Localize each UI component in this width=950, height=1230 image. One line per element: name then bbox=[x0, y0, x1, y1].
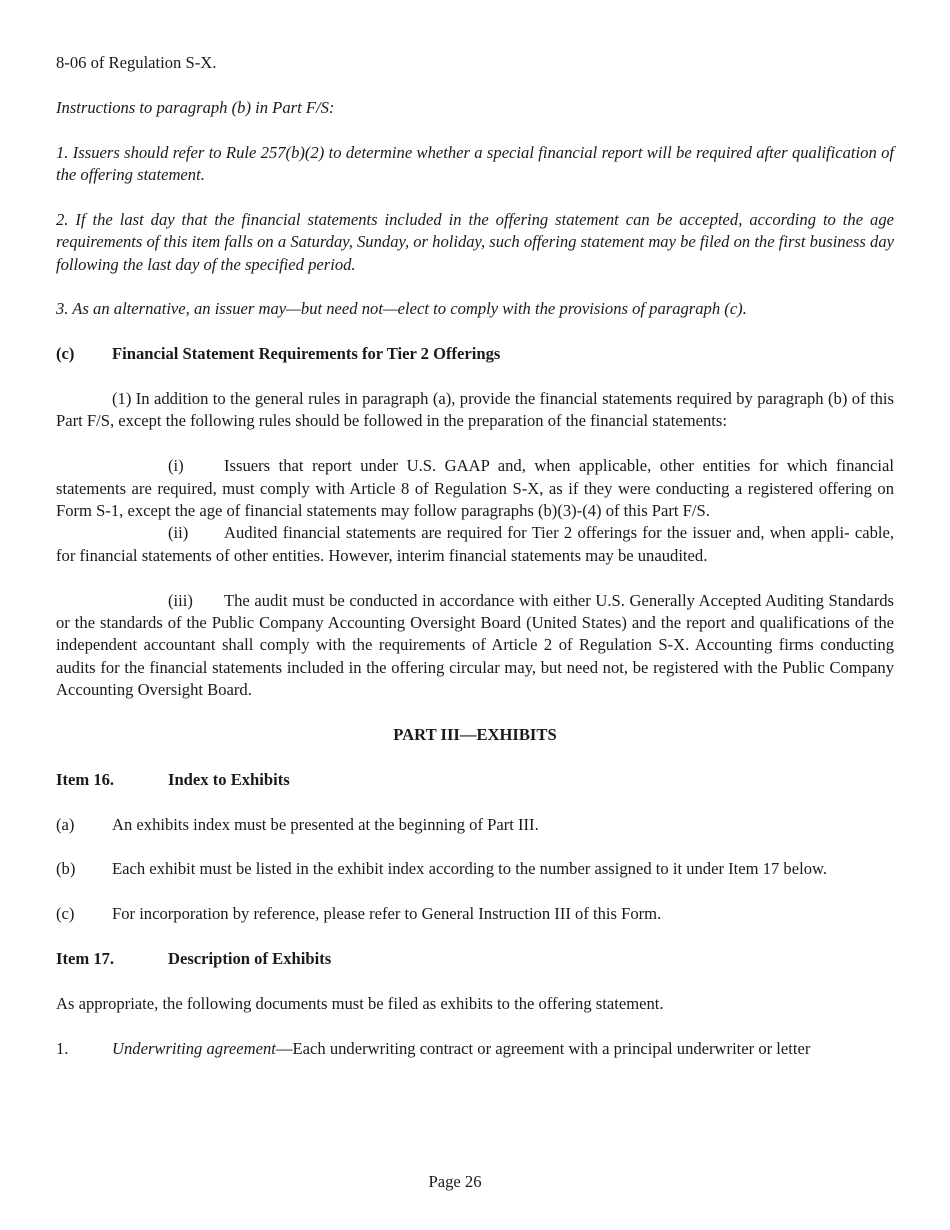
item-17-title: Description of Exhibits bbox=[168, 949, 332, 969]
subparagraph-ii-text: Audited financial statements are required for Tier 2 offerings for the issuer and, when appli- cable, for financial statements of other entities. However, interim financial statements may be unaudited. bbox=[56, 523, 894, 565]
item-16-b-text: Each exhibit must be listed in the exhibit index according to the number assigned to it under Item 17 below. bbox=[112, 859, 828, 879]
page-number: Page 26 bbox=[428, 1172, 482, 1191]
subparagraph-iii-label: (iii) bbox=[168, 590, 193, 610]
item-16-b bbox=[56, 858, 894, 880]
section-c-label: (c) bbox=[56, 344, 75, 364]
item-16-a bbox=[56, 814, 894, 836]
exhibit-1-term: Underwriting agreement bbox=[112, 1038, 276, 1058]
item-16-label: Item 16. bbox=[56, 769, 115, 789]
item-16-c-label: (c) bbox=[56, 904, 75, 924]
part-iii-heading: PART III—EXHIBITS bbox=[393, 725, 557, 745]
instruction-2: 2. If the last day that the financial statements included in the offering statement can be accepted, according to the age requirements of this item falls on a Saturday, Sunday, or holiday, such offering statement may be filed on the first business day following the last day of the specified period. bbox=[56, 209, 894, 274]
subparagraph-ii bbox=[56, 522, 894, 567]
exhibit-1-label: 1. bbox=[56, 1038, 69, 1058]
item-16-b-label: (b) bbox=[56, 859, 76, 879]
subparagraph-ii-label: (ii) bbox=[168, 523, 189, 543]
item-16-c-text: For incorporation by reference, please refer to General Instruction III of this Form. bbox=[112, 904, 662, 924]
item-16-a-label: (a) bbox=[56, 814, 75, 834]
item-16-c bbox=[56, 903, 894, 925]
item-16-a-text: An exhibits index must be presented at the beginning of Part III. bbox=[112, 814, 539, 834]
subparagraph-iii-text: The audit must be conducted in accordance with either U.S. Generally Accepted Auditing Standards or the standards of the Public Company Accounting Oversight Board (United States) and the report and qualifications of the independent accountant shall comply with the requirements of Article 2 of Regulation S-X. Accounting firms conducting audits for the financial statements included in the offering circular may, but need not, be registered with the Public Company Accounting Oversight Board. bbox=[56, 590, 894, 700]
subparagraph-i bbox=[56, 455, 894, 522]
instruction-3: 3. As an alternative, an issuer may—but need not—elect to comply with the provisions of paragraph (c). bbox=[56, 299, 747, 319]
item-16-heading bbox=[56, 769, 894, 791]
item-17-label: Item 17. bbox=[56, 949, 115, 969]
intro-line: 8-06 of Regulation S-X. bbox=[56, 53, 217, 72]
subparagraph-iii bbox=[56, 590, 894, 702]
exhibit-1 bbox=[56, 1038, 894, 1060]
exhibit-1-text: —Each underwriting contract or agreement with a principal underwriter or letter bbox=[275, 1038, 811, 1058]
section-c-title: Financial Statement Requirements for Tier 2 Offerings bbox=[112, 344, 501, 364]
section-c-paragraph-1: (1) In addition to the general rules in paragraph (a), provide the financial statements required by paragraph (b) of this Part F/S, except the following rules should be followed in the preparation of the financial statements: bbox=[56, 389, 894, 431]
item-17-intro: As appropriate, the following documents must be filed as exhibits to the offering statement. bbox=[56, 993, 664, 1013]
subparagraph-i-text: Issuers that report under U.S. GAAP and, when applicable, other entities for which financial statements are required, must comply with Article 8 of Regulation S-X, as if they were conducting a registered offering on Form S-1, except the age of financial statements may follow paragraphs (b)(3)-(4) of this Part F/S. bbox=[56, 456, 894, 521]
item-17-heading bbox=[56, 948, 894, 970]
section-c-heading bbox=[56, 343, 894, 365]
instruction-1: 1. Issuers should refer to Rule 257(b)(2) to determine whether a special financial report will be required after qualification of the offering statement. bbox=[56, 142, 894, 184]
instructions-heading: Instructions to paragraph (b) in Part F/S: bbox=[56, 97, 335, 117]
subparagraph-i-label: (i) bbox=[168, 456, 184, 476]
item-16-title: Index to Exhibits bbox=[168, 769, 290, 789]
page-footer bbox=[0, 1171, 950, 1193]
